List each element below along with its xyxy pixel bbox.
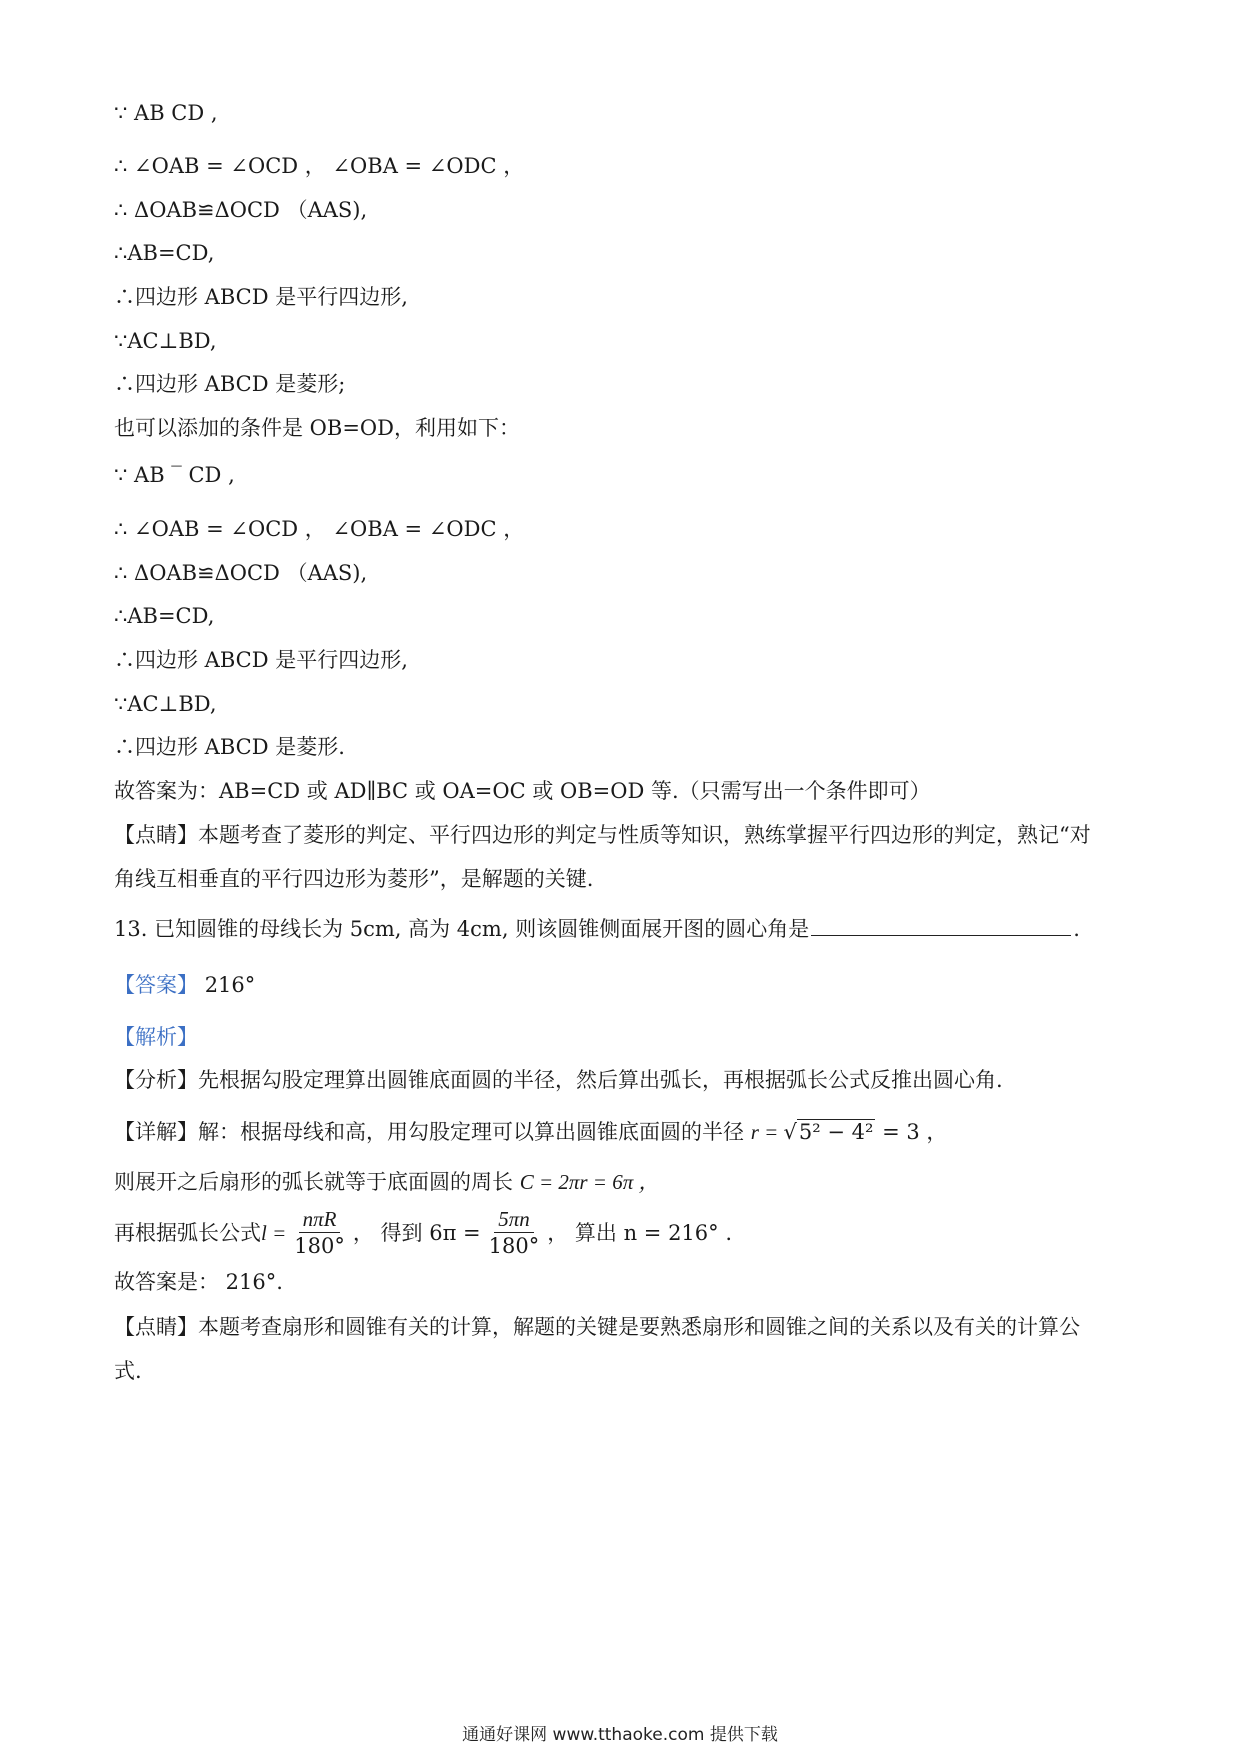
arc-formula-line: [114, 1206, 732, 1259]
fraction-denominator: 180°: [488, 1234, 540, 1258]
analysis-line: 【分析】先根据勾股定理算出圆锥底面圆的半径，然后算出弧长，再根据弧长公式反推出圆心角.: [114, 1068, 1003, 1092]
fraction-denominator: 180°: [294, 1234, 345, 1258]
arc-l: l =: [261, 1220, 287, 1245]
detail-text: 【详解】解：根据母线和高，用勾股定理可以算出圆锥底面圆的半径: [114, 1120, 744, 1144]
answer-tag: 【答案】: [114, 973, 198, 997]
final-answer: 故答案是： 216°.: [114, 1270, 283, 1294]
key-point-line: 式.: [114, 1359, 142, 1383]
page-footer: 通通好课网 www.tthaoke.com 提供下载: [462, 1725, 778, 1745]
question-13: [114, 914, 1080, 944]
arc-text-3: ， 算出 n = 216° .: [547, 1220, 733, 1245]
proof-line: ∴AB=CD,: [114, 604, 215, 628]
answer-value: 216°: [204, 973, 256, 997]
question-end: .: [1073, 917, 1080, 941]
detail-line: [114, 1117, 947, 1147]
proof-line: ∵ AB CD ,: [114, 101, 218, 125]
question-text: 13. 已知圆锥的母线长为 5cm, 高为 4cm, 则该圆锥侧面展开图的圆心角是: [114, 917, 810, 941]
proof-line: ∵AC⊥BD,: [114, 692, 217, 716]
answer-blank: [811, 915, 1071, 936]
fraction-numerator: nπR: [299, 1206, 341, 1233]
key-point-line: 【点睛】本题考查扇形和圆锥有关的计算，解题的关键是要熟悉扇形和圆锥之间的关系以及有关的计算公: [114, 1315, 1080, 1339]
proof-line: ∴ ∠OAB = ∠OCD ， ∠OBA = ∠ODC ，: [114, 154, 525, 178]
circumference-formula: C = 2πr = 6π ，: [519, 1170, 660, 1194]
key-point-line: 【点睛】本题考查了菱形的判定、平行四边形的判定与性质等知识，熟练掌握平行四边形的判定，熟记“对: [114, 823, 1091, 847]
proof-line: ∵AC⊥BD,: [114, 329, 217, 353]
proof-line: ∴ ΔOAB≌ΔOCD （AAS),: [114, 561, 368, 585]
proof-line: ∵ AB ‾ CD ,: [114, 463, 235, 487]
fraction-substituted: [485, 1206, 544, 1259]
radius-rhs: = 3 ，: [875, 1120, 948, 1144]
circumference-text: 则展开之后扇形的弧长就等于底面圆的周长: [114, 1170, 513, 1194]
key-point-line: 角线互相垂直的平行四边形为菱形”，是解题的关键.: [114, 867, 594, 891]
proof-line: ∴四边形 ABCD 是平行四边形,: [114, 285, 408, 309]
radius-lhs: r =: [750, 1120, 784, 1144]
arc-text: 再根据弧长公式: [114, 1220, 261, 1245]
proof-line: ∴ ΔOAB≌ΔOCD （AAS),: [114, 198, 368, 222]
proof-line: ∴四边形 ABCD 是菱形.: [114, 735, 345, 759]
radicand: 5² − 4²: [798, 1120, 874, 1144]
proof-line: ∴四边形 ABCD 是平行四边形,: [114, 648, 408, 672]
analysis-tag: 【解析】: [114, 1025, 198, 1049]
proof-line: ∴四边形 ABCD 是菱形;: [114, 372, 346, 396]
arc-text-2: ， 得到 6π =: [352, 1220, 481, 1245]
answer-summary: 故答案为：AB=CD 或 AD∥BC 或 OA=OC 或 OB=OD 等.（只需写出一个条件即可）: [114, 779, 931, 803]
answer-line: [114, 970, 255, 1000]
circumference-line: [114, 1167, 660, 1197]
fraction-arc-length: [290, 1206, 349, 1259]
fraction-numerator: 5πn: [494, 1206, 534, 1233]
proof-line: 也可以添加的条件是 OB=OD，利用如下：: [114, 416, 520, 440]
proof-line: ∴AB=CD,: [114, 241, 215, 265]
sqrt-sign: √: [783, 1120, 797, 1144]
proof-line: ∴ ∠OAB = ∠OCD ， ∠OBA = ∠ODC ，: [114, 517, 525, 541]
